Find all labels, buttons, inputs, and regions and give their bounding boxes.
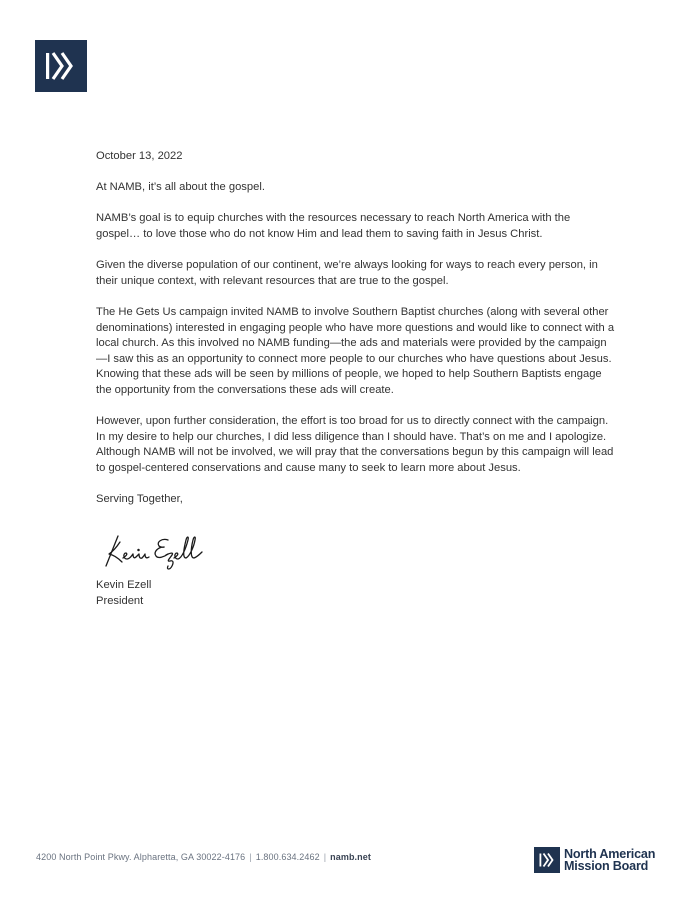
footer-separator: | — [249, 852, 252, 862]
logo-line-1: North American — [564, 847, 656, 861]
namb-logo-icon — [534, 847, 560, 873]
footer-contact — [36, 852, 371, 862]
logo-line-2: Mission Board — [564, 859, 649, 873]
letter-body — [96, 149, 616, 523]
letter-closing: Serving Together, — [96, 493, 183, 506]
footer-logo — [534, 846, 655, 874]
footer-website-link[interactable]: namb.net — [330, 852, 371, 862]
footer-address: 4200 North Point Pkwy. Alpharetta, GA 30022-4176 — [36, 852, 246, 862]
letter-paragraph: However, upon further consideration, the effort is too broad for us to directly connect with the campaign. In my desire to help our churches, I did less diligence than I should have. That’s on me and I apologize. Although NAMB will not be involved, we will pray that the conversations begun by this campaign will lead to gospel-centered conservations and cause many to seek to learn more about Jesus. — [96, 415, 614, 474]
letter-paragraph: Given the diverse population of our continent, we’re always looking for ways to reach every person, in their unique context, with relevant resources that are true to the gospel. — [96, 259, 598, 287]
footer-separator: | — [323, 852, 327, 862]
letter-paragraph: NAMB’s goal is to equip churches with the resources necessary to reach North America with the gospel… to love those who do not know Him and lead them to saving faith in Jesus Christ. — [96, 212, 571, 240]
footer-phone: 1.800.634.2462 — [255, 852, 320, 862]
signer-name: Kevin Ezell — [96, 579, 152, 591]
letter-date: October 13, 2022 — [96, 150, 183, 162]
signature-icon — [96, 528, 216, 572]
signer-title: President — [96, 594, 144, 607]
namb-logo-icon — [35, 40, 87, 92]
footer-logo-text — [564, 848, 655, 872]
letter-paragraph: The He Gets Us campaign invited NAMB to involve Southern Baptist churches (along with several other denominations) interested in engaging people who have more questions and would like to connect with a local church. As this involved no NAMB funding—the ads and materials were provided by the campaign—I saw this as an opportunity to connect more people to our churches who have questions about Jesus. Knowing that these ads will be seen by millions of people, we hoped to help Southern Baptists engage the opportunity from the conversations these ads will create. — [96, 305, 615, 396]
signer-block — [96, 578, 151, 609]
letter-paragraph: At NAMB, it’s all about the gospel. — [96, 181, 265, 194]
